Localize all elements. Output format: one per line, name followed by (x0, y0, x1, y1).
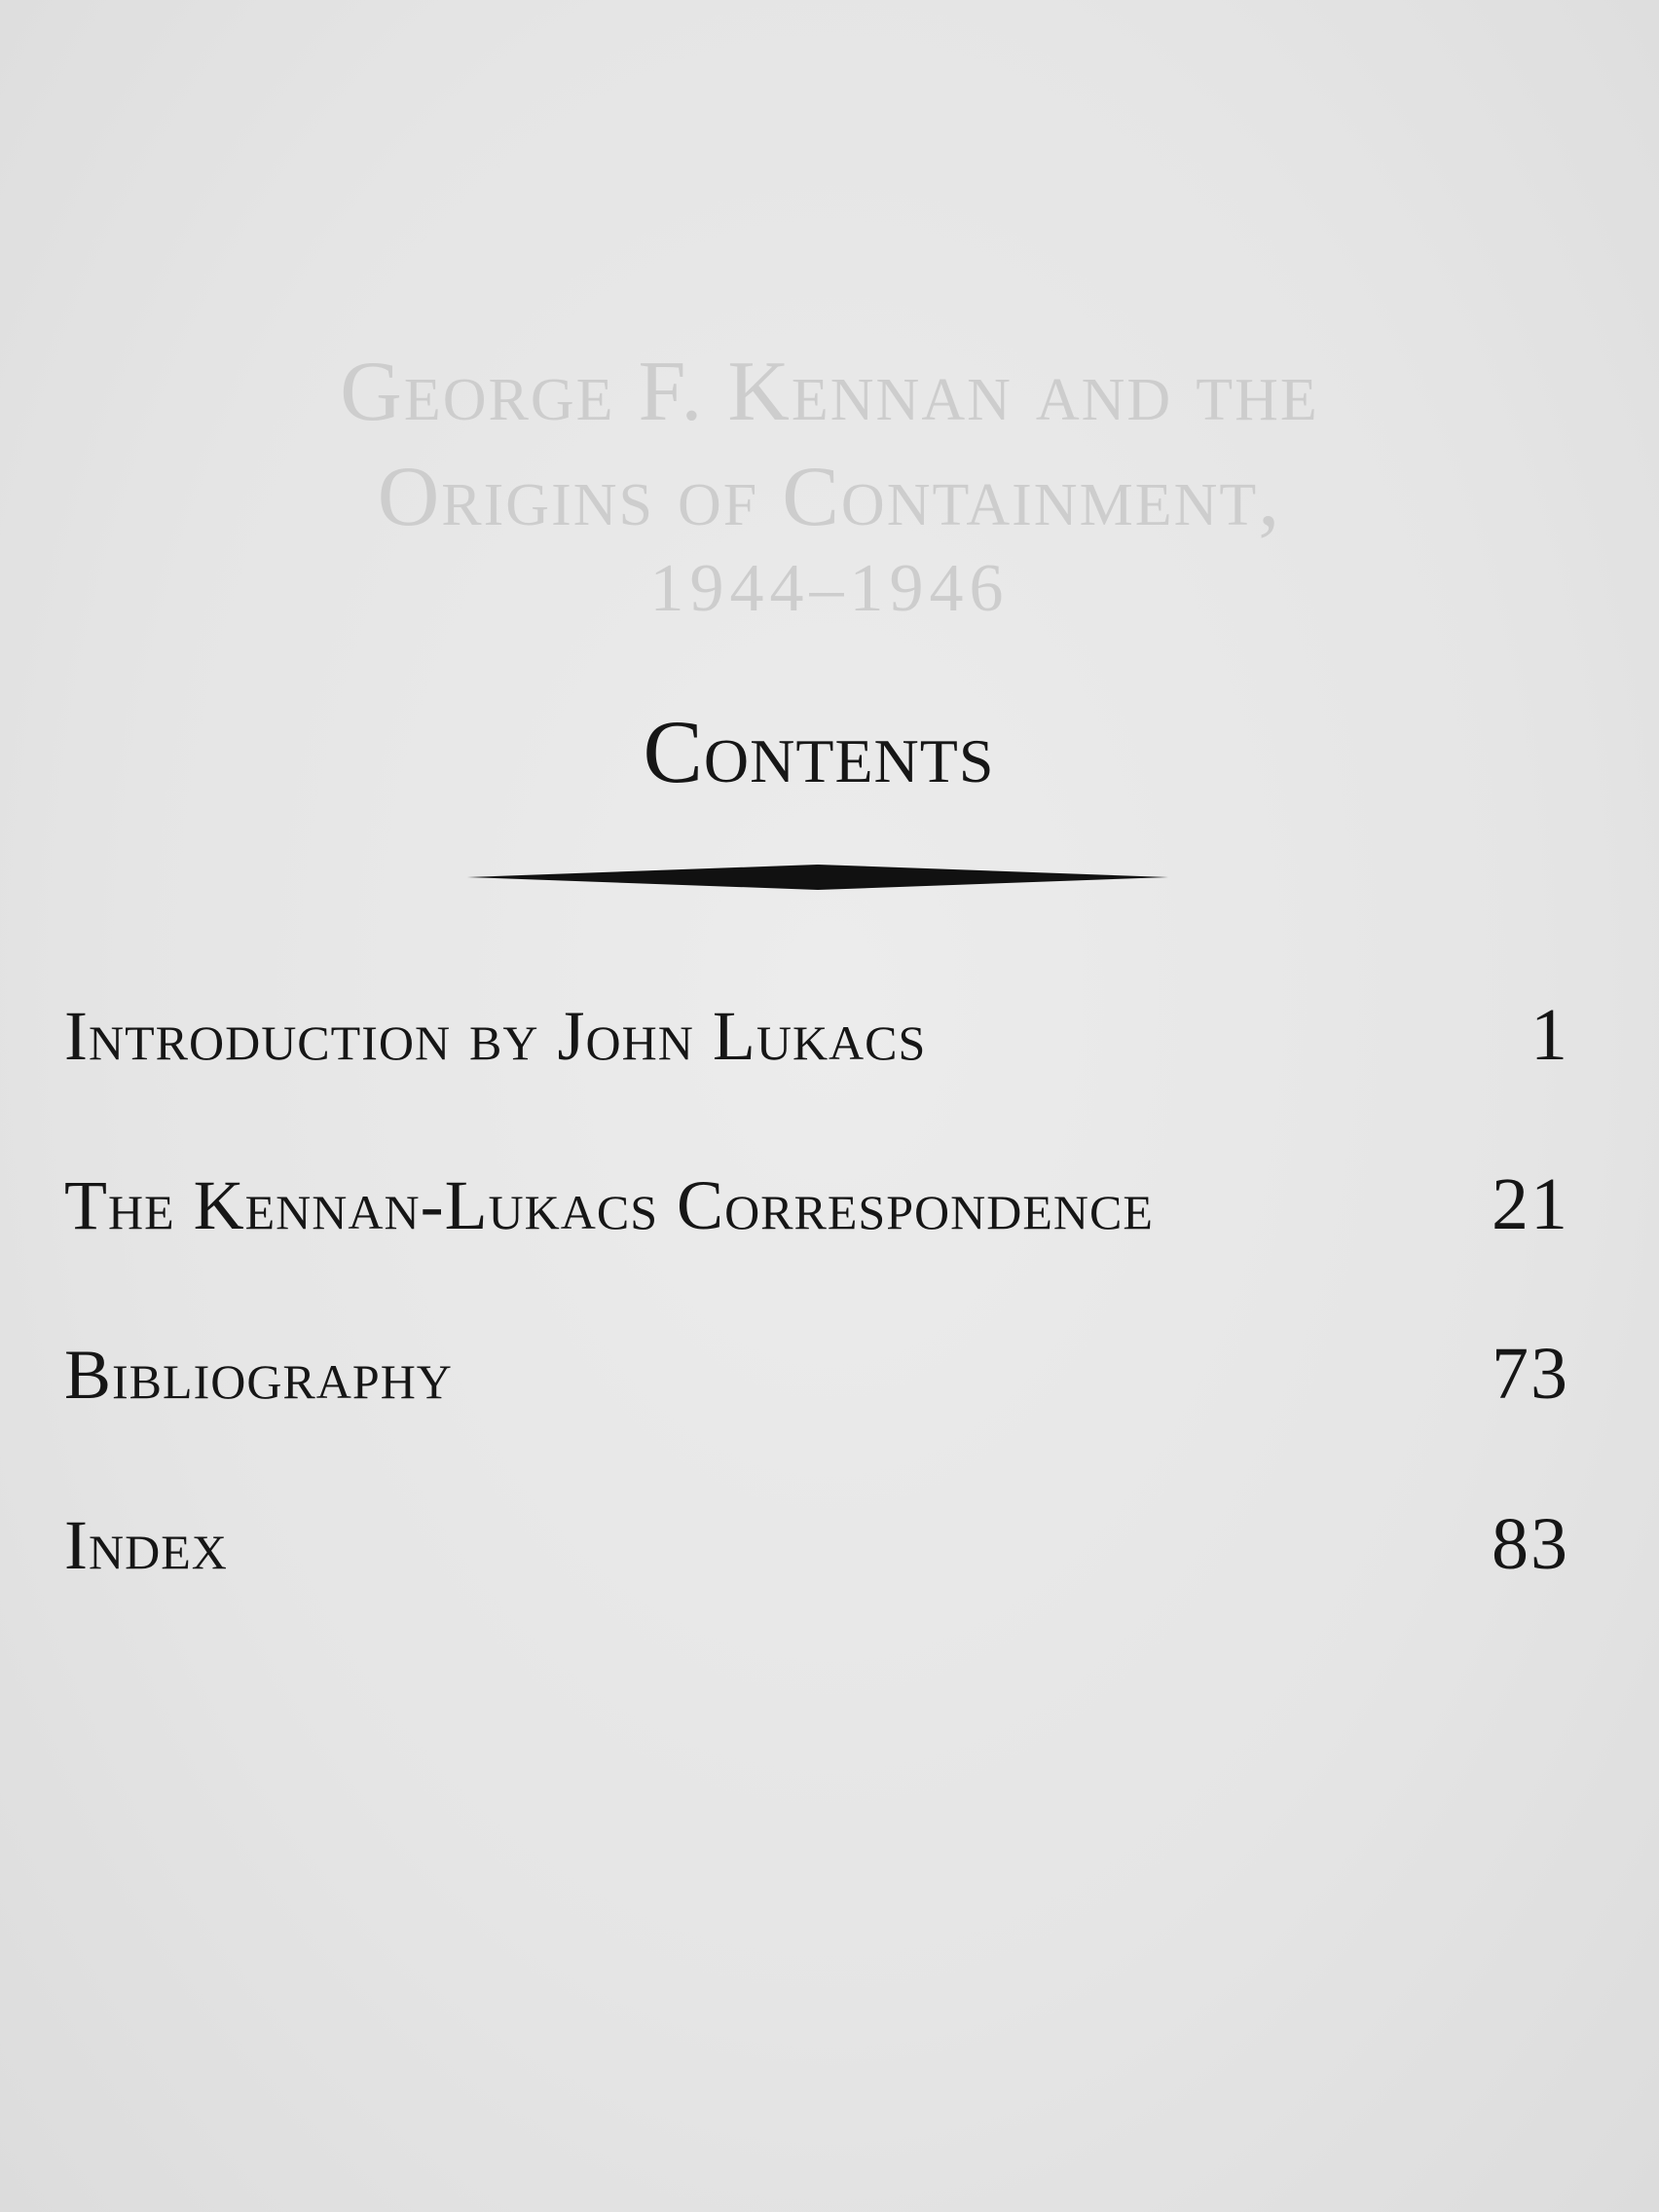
toc-entry-title: Bibliography (64, 1336, 453, 1414)
show-through-title-line-3: 1944–1946 (649, 551, 1010, 626)
toc-entry-title: Introduction by John Lukacs (64, 997, 927, 1075)
toc-entry (64, 1161, 1569, 1248)
contents-heading: Contents (643, 702, 995, 801)
toc-entry (64, 991, 1569, 1079)
toc-entry-page-number: 83 (1492, 1503, 1569, 1585)
show-through-title-line-2: Origins of Containment, (377, 450, 1282, 544)
toc-entry-title: Index (64, 1506, 228, 1584)
toc-entry-page-number: 21 (1492, 1163, 1569, 1245)
toc-entry-title: The Kennan-Lukacs Correspondence (64, 1166, 1154, 1244)
toc-entry-page-number: 73 (1492, 1333, 1569, 1415)
toc-entry-page-number: 1 (1530, 994, 1569, 1076)
show-through-title-line-1: George F. Kennan and the (340, 345, 1319, 439)
diamond-rule-ornament (467, 863, 1168, 892)
toc-entry (64, 1330, 1569, 1418)
toc-entry (64, 1500, 1569, 1588)
